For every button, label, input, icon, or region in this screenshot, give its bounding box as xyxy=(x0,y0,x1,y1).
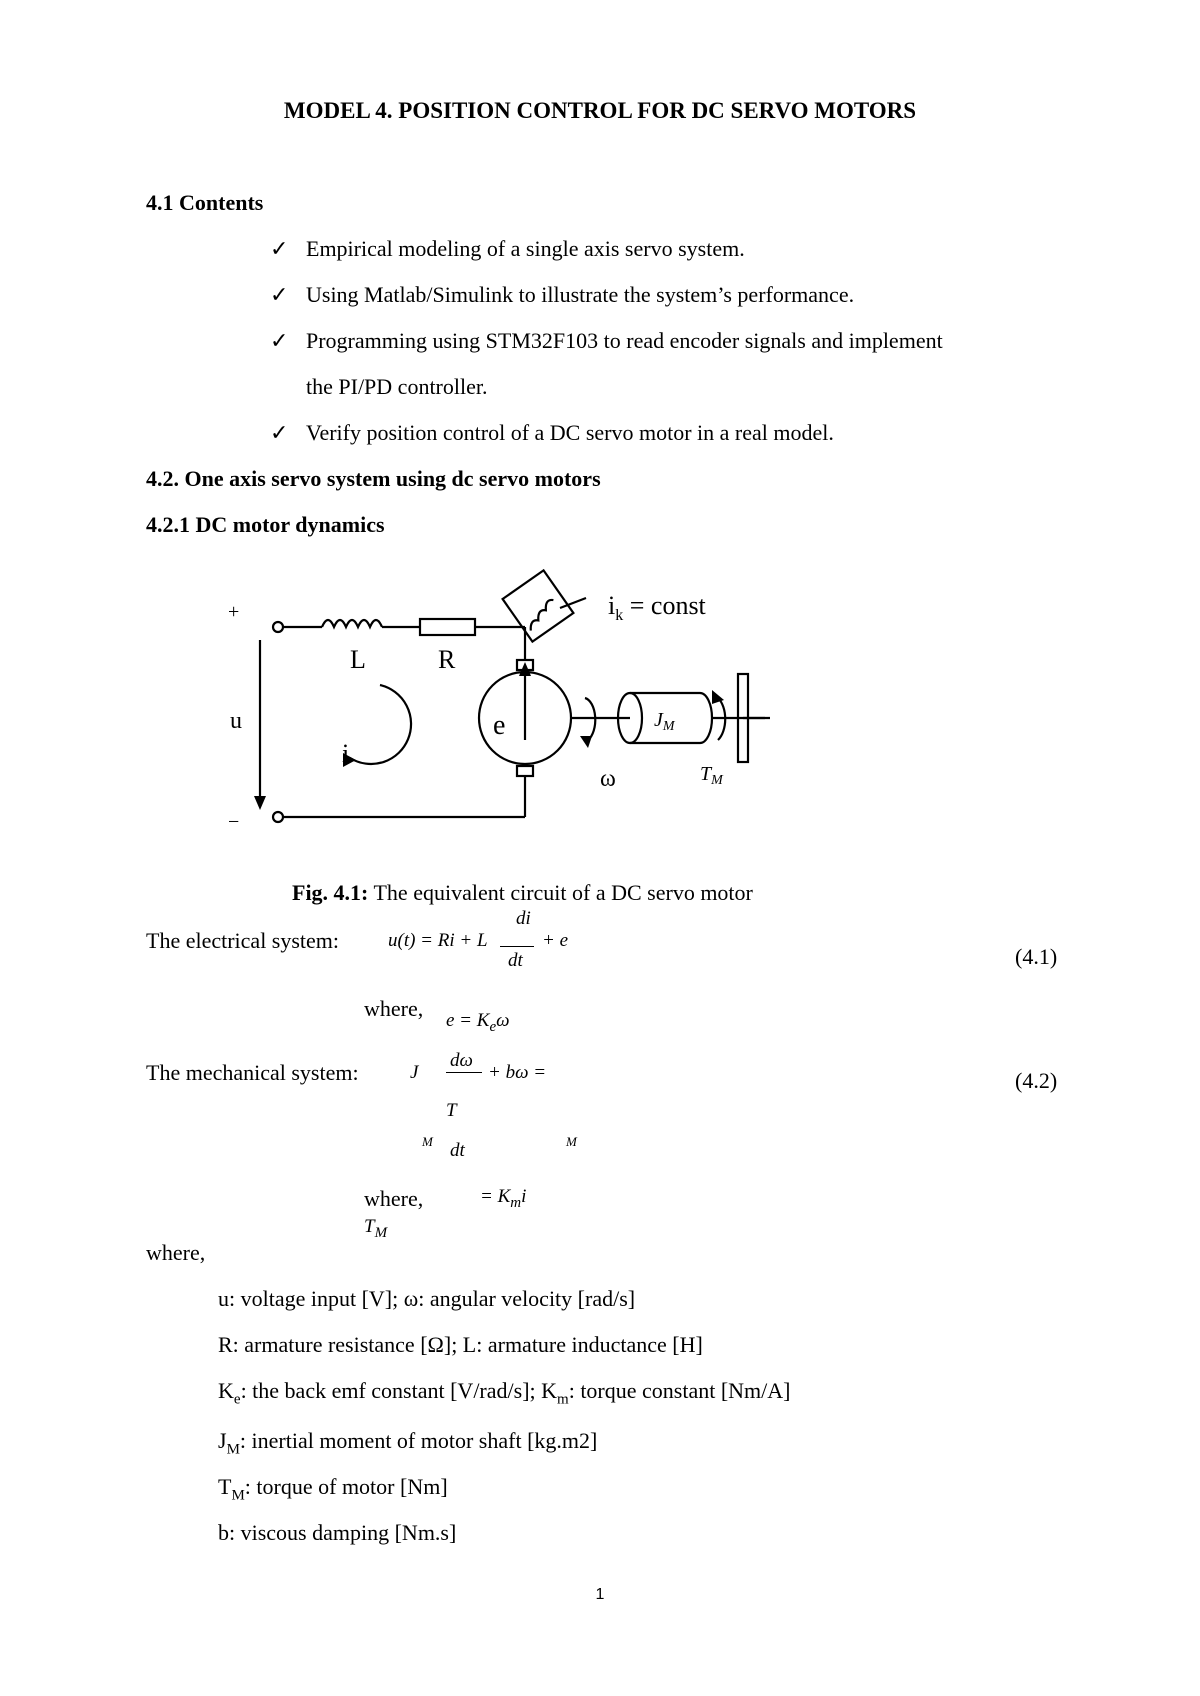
bullet-item: Empirical modeling of a single axis servo system. xyxy=(306,236,745,261)
resistor-symbol xyxy=(420,619,475,635)
equation-4-2-numerator: dω xyxy=(450,1050,473,1071)
equation-4-1-denominator: dt xyxy=(508,950,523,971)
current-loop-arrow xyxy=(350,685,411,764)
equation-4-1-numerator: di xyxy=(516,908,531,929)
definition-item: $T_M$: torque of motor [Nm] xyxy=(218,1474,448,1504)
dc-motor-circuit-diagram xyxy=(230,590,850,840)
inductance-label: L xyxy=(350,645,366,674)
equation-4-2-j: J xyxy=(410,1062,419,1083)
current-label: i xyxy=(342,739,350,768)
equation-4-1-rest: + e xyxy=(542,930,569,951)
check-icon: ✓ xyxy=(270,420,289,445)
bullet-item: Verify position control of a DC servo motor in a real model. xyxy=(306,420,834,445)
definition-item: $J_M$: inertial moment of motor shaft [kg.m2] xyxy=(218,1428,598,1458)
page-title: MODEL 4. POSITION CONTROL FOR DC SERVO MOTORS xyxy=(283,98,917,123)
equation-4-2-t: T xyxy=(446,1100,457,1121)
bullet-item-continuation: the PI/PD controller. xyxy=(306,374,488,399)
resistance-label: R xyxy=(438,645,456,674)
definition-item: u: voltage input [V]; ω: angular velocity [rad/s] xyxy=(218,1286,636,1311)
equation-4-2-dt: dt xyxy=(450,1140,465,1161)
positive-terminal xyxy=(273,622,283,632)
bullet-item: Using Matlab/Simulink to illustrate the system’s performance. xyxy=(306,282,855,307)
voltage-label: u xyxy=(230,708,242,734)
electrical-system-label: The electrical system: xyxy=(146,928,340,953)
definition-item: b: viscous damping [Nm.s] xyxy=(218,1520,457,1545)
omega-label: ω xyxy=(600,766,616,792)
equation-4-2-sub-m: M xyxy=(566,1134,577,1149)
equation-4-1-lhs: u(t) = Ri + L xyxy=(388,930,488,951)
mechanical-system-label: The mechanical system: xyxy=(146,1060,359,1085)
equation-4-2-rest: + bω = xyxy=(488,1062,547,1083)
definition-item: R: armature resistance [Ω]; L: armature inductance [H] xyxy=(218,1332,703,1357)
equation-torque: = $K_mi$ xyxy=(480,1186,527,1211)
check-icon: ✓ xyxy=(270,328,289,353)
check-icon: ✓ xyxy=(270,282,289,307)
section-heading-4-2-1: 4.2.1 DC motor dynamics xyxy=(146,512,385,537)
torque-label: $T_M$ xyxy=(700,763,723,788)
section-heading-4-2: 4.2. One axis servo system using dc servo motors xyxy=(146,466,601,491)
page-number: 1 xyxy=(595,1586,605,1603)
plus-label: + xyxy=(228,601,240,623)
figure-caption: Fig. 4.1: The equivalent circuit of a DC servo motor xyxy=(292,880,753,905)
where-label: where, xyxy=(146,1240,206,1265)
definition-item: $K_e$: the back emf constant [V/rad/s]; $K_m$: torque constant [Nm/A] xyxy=(218,1378,791,1408)
bullet-item: Programming using STM32F103 to read encoder signals and implement xyxy=(306,328,943,353)
negative-terminal xyxy=(273,812,283,822)
where-label: where, xyxy=(364,996,424,1021)
where-label: where, xyxy=(364,1186,424,1211)
equation-number-4-2: (4.2) xyxy=(1015,1068,1058,1093)
equation-torque-tm: $T_M$ xyxy=(364,1216,388,1241)
equation-back-emf: $e = K_e\omega$ xyxy=(446,1010,510,1035)
equation-number-4-1: (4.1) xyxy=(1015,944,1058,969)
inductor-symbol xyxy=(322,620,382,627)
equation-4-2-sub-m: M xyxy=(422,1134,433,1149)
inertia-label: $J_M$ xyxy=(654,709,675,734)
check-icon: ✓ xyxy=(270,236,289,261)
section-heading-4-1: 4.1 Contents xyxy=(146,190,264,215)
field-current-label: $i_k$ = const xyxy=(608,591,706,624)
minus-label: − xyxy=(228,811,240,833)
emf-label: e xyxy=(493,710,506,741)
